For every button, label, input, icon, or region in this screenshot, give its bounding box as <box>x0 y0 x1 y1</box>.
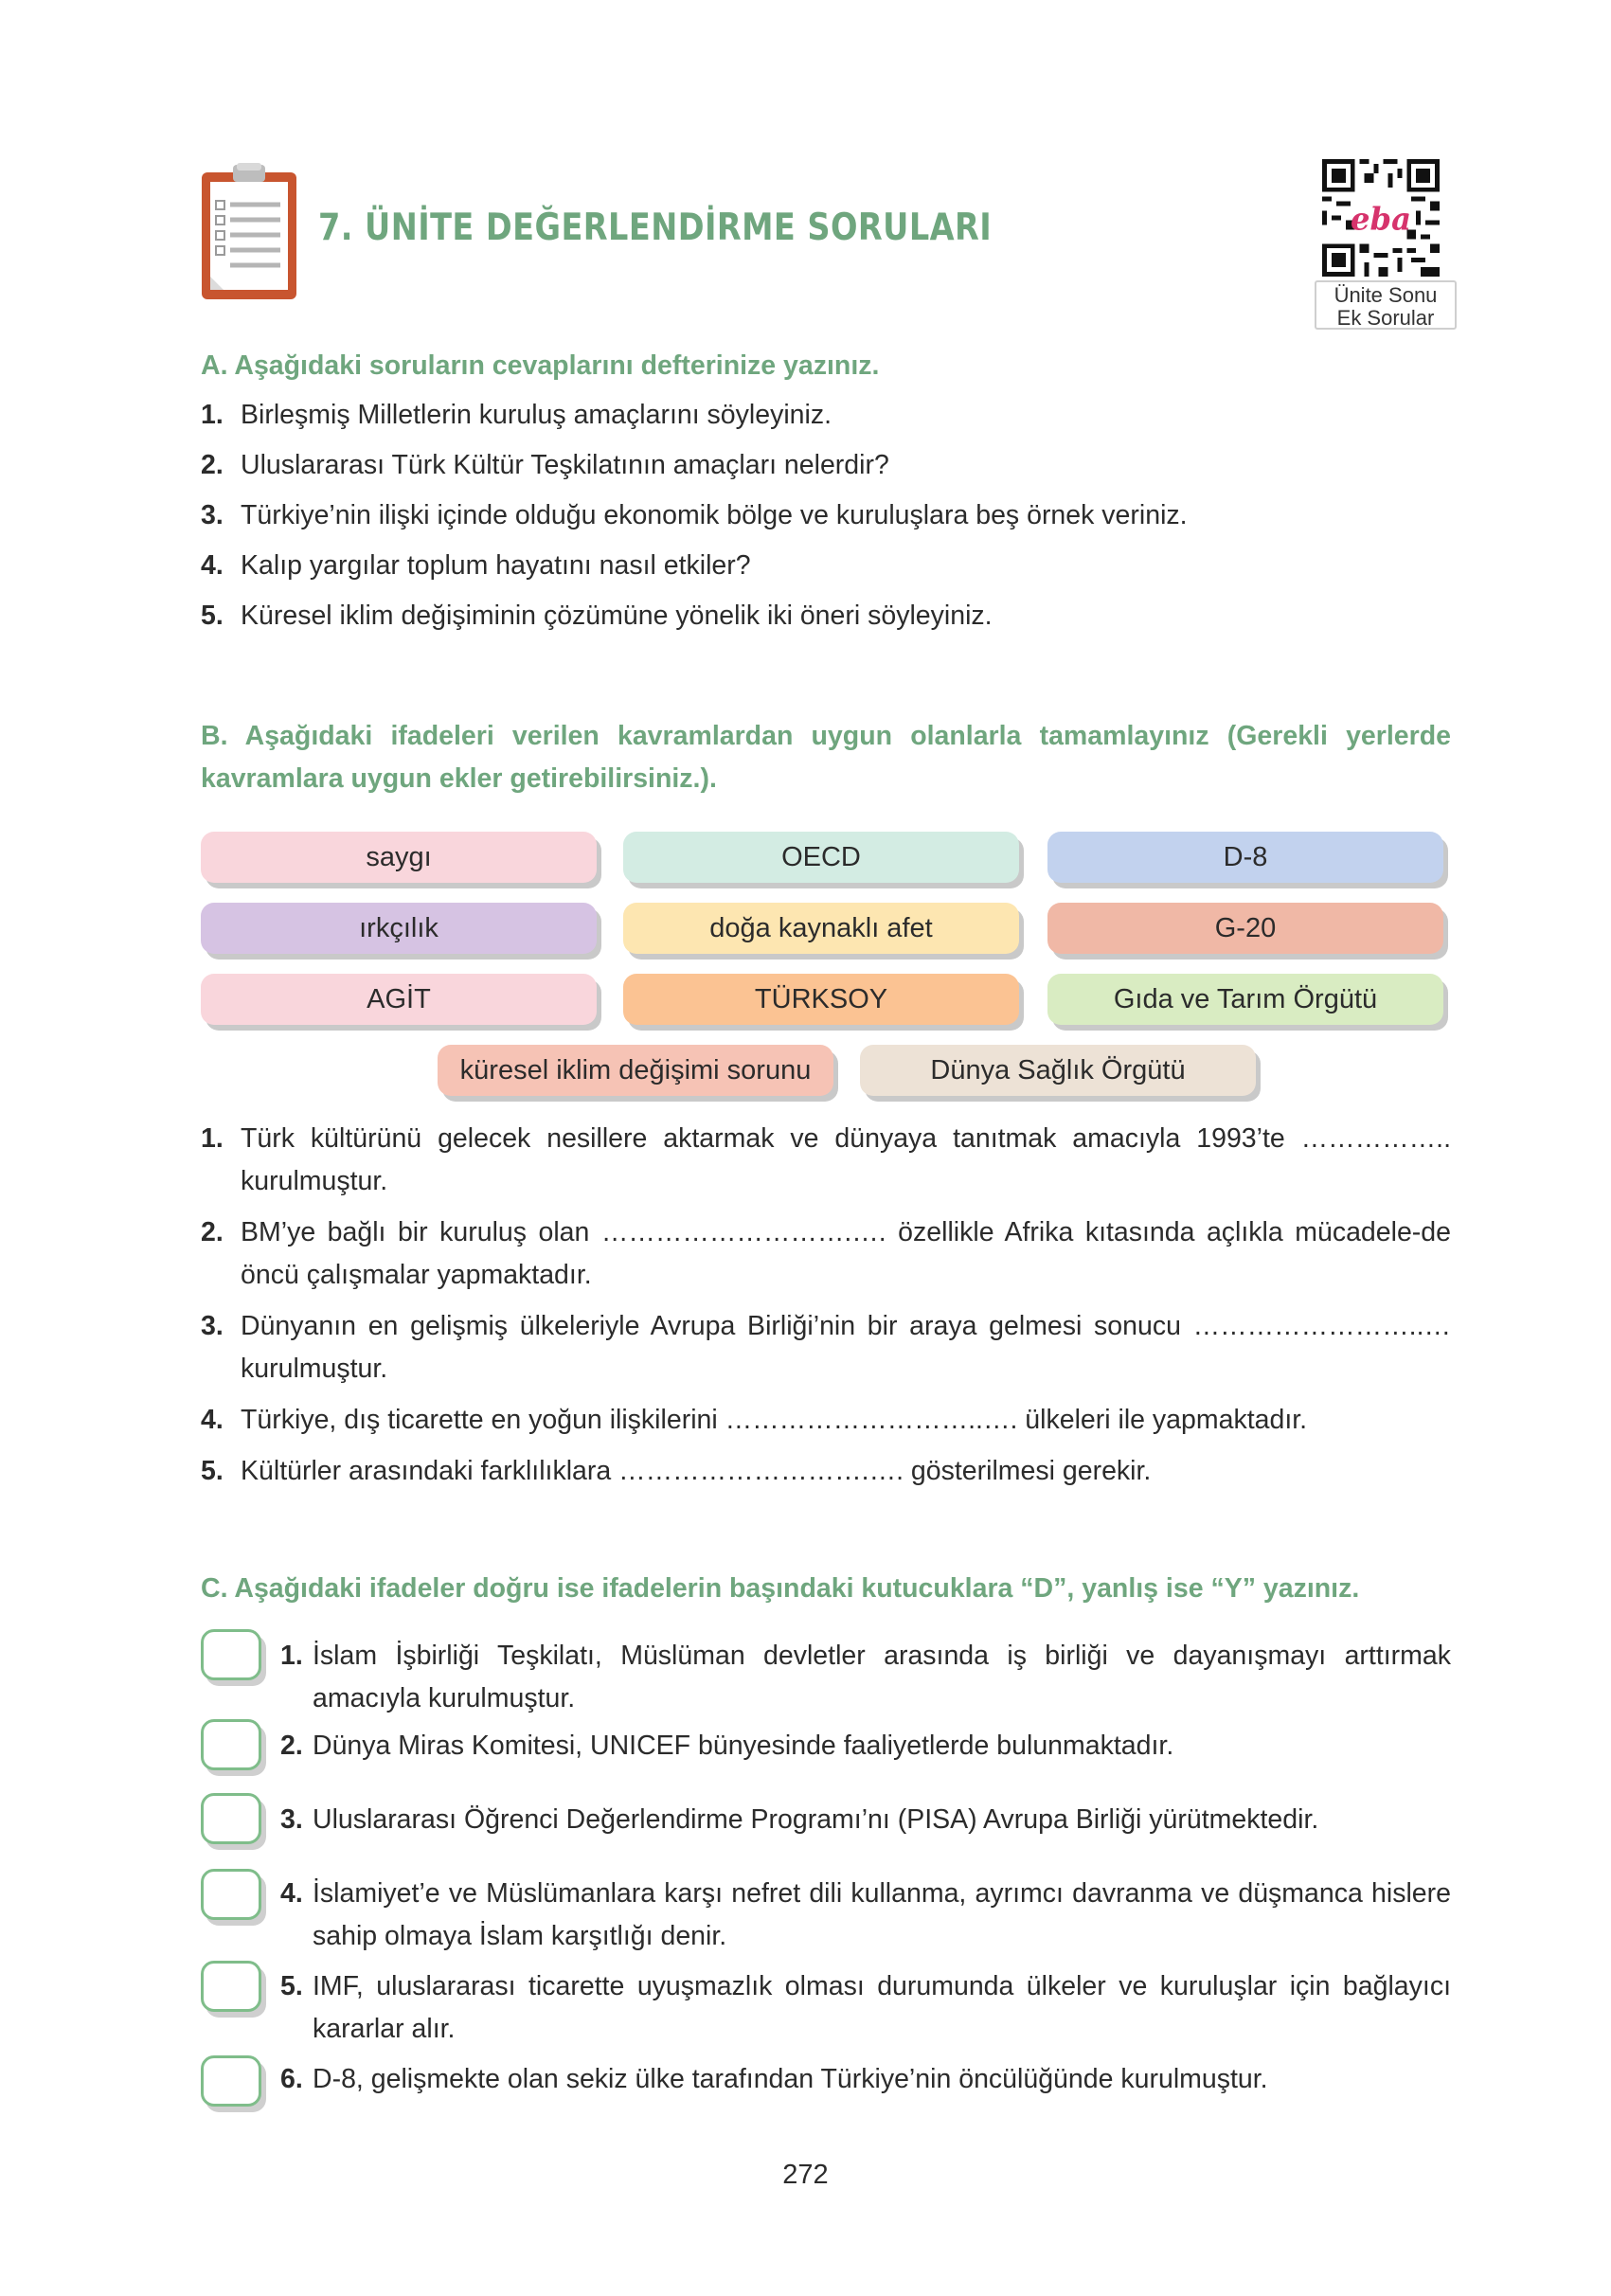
answer-box-3[interactable] <box>201 1793 261 1844</box>
section-a-list <box>201 390 1188 641</box>
list-item: 2. Uluslararası Türk Kültür Teşkilatının amaçları nelerdir? <box>201 450 889 480</box>
list-item: 3. Dünyanın en gelişmiş ülkeleriyle Avrupa Birliği’nin bir araya gelmesi sonucu ……………………..… kurulmuştur. <box>201 1311 1451 1384</box>
unit-title: 7. ÜNİTE DEĞERLENDİRME SORULARI <box>318 206 993 249</box>
list-item: 4. İslamiyet’e ve Müslümanlara karşı nefret dili kullanma, ayrımcı davranma ve düşmanca hislere sahip olmaya İslam karşıtlığı denir. <box>280 1878 1451 1951</box>
list-item: 3. Uluslararası Öğrenci Değerlendirme Programı’nı (PISA) Avrupa Birliği yürütmektedir. <box>280 1804 1319 1835</box>
section-a-heading: A. Aşağıdaki soruların cevaplarını defterinize yazınız. <box>201 350 880 381</box>
section-c-heading: C. Aşağıdaki ifadeler doğru ise ifadelerin başındaki kutucuklara “D”, yanlış ise “Y” yazınız. <box>201 1573 1360 1604</box>
answer-box-6[interactable] <box>201 2055 261 2107</box>
list-item: 5. IMF, uluslararası ticarette uyuşmazlık olması durumunda ülkeler ve kuruluşlar için bağlayıcı kararlar alır. <box>280 1971 1451 2044</box>
section-c-list <box>280 1635 1451 2101</box>
list-item: 6. D-8, gelişmekte olan sekiz ülke tarafından Türkiye’nin öncülüğünde kurulmuştur. <box>280 2064 1268 2094</box>
answer-box-1[interactable] <box>201 1629 261 1680</box>
qr-code-icon[interactable] <box>1322 159 1440 277</box>
list-item: 5. Kültürler arasındaki farklılıklara ……………………….…. gösterilmesi gerekir. <box>201 1456 1152 1486</box>
clipboard-icon <box>199 163 299 303</box>
list-item: 2. BM’ye bağlı bir kuruluş olan ……………………….…. özellikle Afrika kıtasında açlıkla mücadele-de öncü çalışmalar yapmaktadır. <box>201 1217 1451 1290</box>
list-item: 1. İslam İşbirliği Teşkilatı, Müslüman devletler arasında iş birliği ve dayanışmayı arttırmak amacıyla kurulmuştur. <box>280 1641 1451 1713</box>
concept-pill[interactable]: TÜRKSOY <box>623 974 1019 1025</box>
concept-pill[interactable]: Gıda ve Tarım Örgütü <box>1047 974 1443 1025</box>
answer-box-4[interactable] <box>201 1869 261 1920</box>
concept-pill[interactable]: Dünya Sağlık Örgütü <box>860 1045 1256 1096</box>
list-item: 1. Birleşmiş Milletlerin kuruluş amaçlarını söyleyiniz. <box>201 400 832 430</box>
answer-box-5[interactable] <box>201 1961 261 2012</box>
concept-pill[interactable]: G-20 <box>1047 903 1443 954</box>
list-item: 3. Türkiye’nin ilişki içinde olduğu ekonomik bölge ve kuruluşlara beş örnek veriniz. <box>201 500 1188 530</box>
concept-pill[interactable]: OECD <box>623 832 1019 883</box>
list-item: 1. Türk kültürünü gelecek nesillere aktarmak ve dünyaya tanıtmak amacıyla 1993’te …………….. kurulmuştur. <box>201 1123 1451 1196</box>
concept-pill[interactable]: D-8 <box>1047 832 1443 883</box>
concept-pill[interactable]: doğa kaynaklı afet <box>623 903 1019 954</box>
list-item: 2. Dünya Miras Komitesi, UNICEF bünyesinde faaliyetlerde bulunmaktadır. <box>280 1731 1174 1761</box>
page-number: 272 <box>782 2160 829 2190</box>
list-item: 5. Küresel iklim değişiminin çözümüne yönelik iki öneri söyleyiniz. <box>201 601 993 631</box>
list-item: 4. Türkiye, dış ticarette en yoğun ilişkilerini ………………………..…. ülkeleri ile yapmaktadır. <box>201 1405 1308 1435</box>
concept-pill[interactable]: saygı <box>201 832 597 883</box>
concept-pill[interactable]: ırkçılık <box>201 903 597 954</box>
qr-block[interactable] <box>1315 159 1443 339</box>
answer-box-2[interactable] <box>201 1719 261 1770</box>
concept-pill[interactable]: AGİT <box>201 974 597 1025</box>
section-b-heading: B. Aşağıdaki ifadeleri verilen kavramlardan uygun olanlarla tamamlayınız (Gerekli yerlerde kavramlara uygun ekler getirebilirsiniz.). <box>201 721 1451 794</box>
qr-brand-label: eba <box>1351 201 1411 238</box>
section-b-list <box>201 1118 1451 1493</box>
list-item: 4. Kalıp yargılar toplum hayatını nasıl etkiler? <box>201 550 751 581</box>
concept-pill[interactable]: küresel iklim değişimi sorunu <box>438 1045 833 1096</box>
qr-caption: Ünite Sonu Ek Sorular <box>1315 280 1457 330</box>
